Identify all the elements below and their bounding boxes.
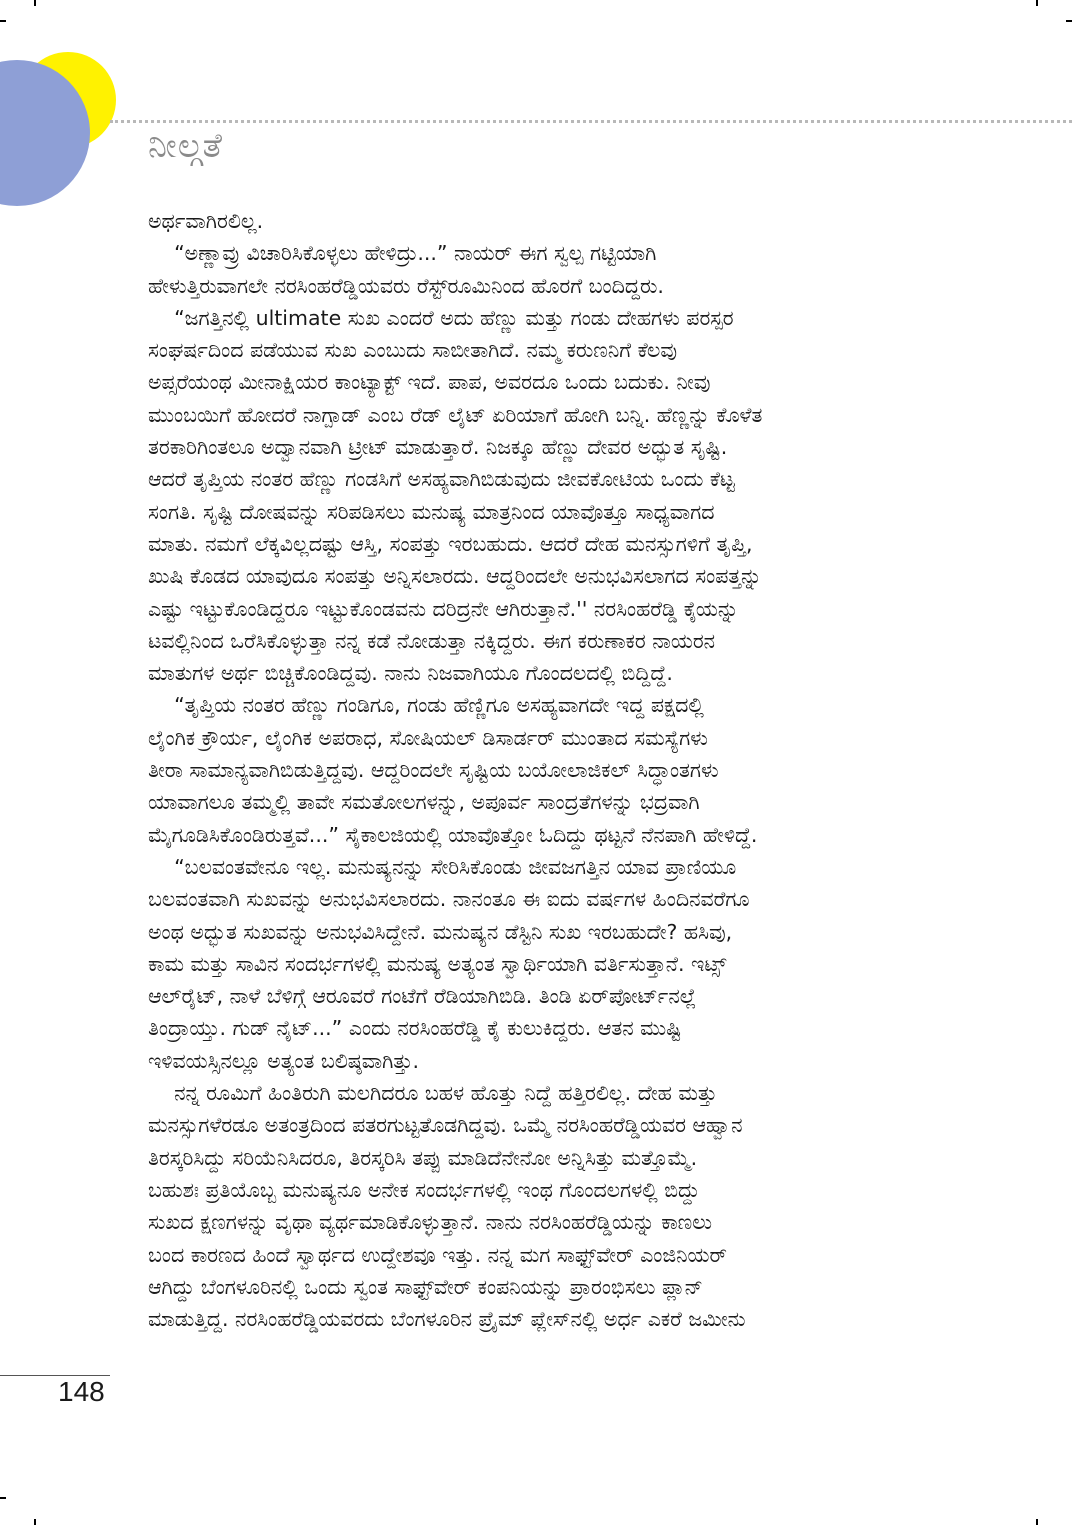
text-line: “ಅಣ್ಣಾವ್ರು ವಿಚಾರಿಸಿಕೊಳ್ಳಲು ಹೇಳಿದ್ರು...” ನಾಯರ್ ಈಗ ಸ್ವಲ್ಪ ಗಟ್ಟಿಯಾಗಿ — [148, 241, 657, 266]
body-text — [148, 205, 948, 1335]
text-line: ಮುಂಬಯಿಗೆ ಹೋದರೆ ನಾಗ್ಪಾಡ್ ಎಂಬ ರೆಡ್ ಲೈಟ್ ಏರಿಯಾಗೆ ಹೋಗಿ ಬನ್ನಿ. ಹೆಣ್ಣನ್ನು ಕೊಳೆತ — [148, 402, 763, 427]
crop-mark — [1066, 20, 1072, 22]
text-line: ಅಂಥ ಅದ್ಭುತ ಸುಖವನ್ನು ಅನುಭವಿಸಿದ್ದೇನೆ. ಮನುಷ್ಯನ ಡೆಸ್ಟಿನಿ ಸುಖ ಇರಬಹುದೇ? ಹಸಿವು, — [148, 919, 733, 944]
text-line: ಮನಸ್ಸುಗಳೆರಡೂ ಅತಂತ್ರದಿಂದ ಪತರಗುಟ್ಟತೊಡಗಿದ್ದವು. ಒಮ್ಮೆ ನರಸಿಂಹರೆಡ್ಡಿಯವರ ಆಹ್ವಾನ — [148, 1113, 743, 1138]
text-line: ಅಪ್ಸರೆಯಂಥ ಮೀನಾಕ್ಷಿಯರ ಕಾಂಟ್ಯಾಕ್ಟ್ ಇದೆ. ಪಾಪ, ಅವರದೂ ಒಂದು ಬದುಕು. ನೀವು — [148, 370, 711, 395]
text-line: ಖುಷಿ ಕೊಡದ ಯಾವುದೂ ಸಂಪತ್ತು ಅನ್ನಿಸಲಾರದು. ಆದ್ದರಿಂದಲೇ ಅನುಭವಿಸಲಾಗದ ಸಂಪತ್ತನ್ನು — [148, 564, 762, 589]
text-line: ಇಳಿವಯಸ್ಸಿನಲ್ಲೂ ಅತ್ಯಂತ ಬಲಿಷ್ಠವಾಗಿತ್ತು. — [148, 1048, 419, 1073]
text-line: “ಬಲವಂತವೇನೂ ಇಲ್ಲ. ಮನುಷ್ಯನನ್ನು ಸೇರಿಸಿಕೊಂಡು ಜೀವಜಗತ್ತಿನ ಯಾವ ಪ್ರಾಣಿಯೂ — [148, 854, 737, 879]
crop-mark — [1036, 1519, 1038, 1525]
text-line: ಎಷ್ಟು ಇಟ್ಟುಕೊಂಡಿದ್ದರೂ ಇಟ್ಟುಕೊಂಡವನು ದರಿದ್ರನೇ ಆಗಿರುತ್ತಾನೆ.'' ನರಸಿಂಹರೆಡ್ಡಿ ಕೈಯನ್ನು — [148, 596, 739, 621]
page-number: 148 — [58, 1376, 105, 1407]
text-line: ಆಗಿದ್ದು ಬೆಂಗಳೂರಿನಲ್ಲಿ ಒಂದು ಸ್ವಂತ ಸಾಫ್ಟ್‌ವೇರ್ ಕಂಪನಿಯನ್ನು ಪ್ರಾರಂಭಿಸಲು ಪ್ಲಾನ್ — [148, 1274, 703, 1299]
text-line: ಮೈಗೂಡಿಸಿಕೊಂಡಿರುತ್ತವೆ...” ಸೈಕಾಲಜಿಯಲ್ಲಿ ಯಾವೊತ್ತೋ ಓದಿದ್ದು ಥಟ್ಟನೆ ನೆನಪಾಗಿ ಹೇಳಿದ್ದೆ. — [148, 822, 758, 847]
crop-mark — [1036, 0, 1038, 6]
text-line: ಬಂದ ಕಾರಣದ ಹಿಂದೆ ಸ್ವಾರ್ಥದ ಉದ್ದೇಶವೂ ಇತ್ತು. ನನ್ನ ಮಗ ಸಾಫ್ಟ್‌ವೇರ್ ಎಂಜಿನಿಯರ್ — [148, 1242, 727, 1267]
text-line: ಸುಖದ ಕ್ಷಣಗಳನ್ನು ವೃಥಾ ವ್ಯರ್ಥಮಾಡಿಕೊಳ್ಳುತ್ತಾನೆ. ನಾನು ನರಸಿಂಹರೆಡ್ಡಿಯನ್ನು ಕಾಣಲು — [148, 1210, 713, 1235]
text-line: ಮಾಡುತ್ತಿದ್ದ. ನರಸಿಂಹರೆಡ್ಡಿಯವರದು ಬೆಂಗಳೂರಿನ ಪ್ರೈಮ್ ಪ್ಲೇಸ್‌ನಲ್ಲಿ ಅರ್ಧ ಎಕರೆ ಜಮೀನು — [148, 1307, 746, 1332]
text-line: ಯಾವಾಗಲೂ ತಮ್ಮಲ್ಲಿ ತಾವೇ ಸಮತೋಲಗಳನ್ನು, ಅಪೂರ್ವ ಸಾಂದ್ರತೆಗಳನ್ನು ಭದ್ರವಾಗಿ — [148, 790, 700, 815]
text-line: ತರಕಾರಿಗಿಂತಲೂ ಅದ್ವಾನವಾಗಿ ಟ್ರೀಟ್ ಮಾಡುತ್ತಾರೆ. ನಿಜಕ್ಕೂ ಹೆಣ್ಣು ದೇವರ ಅದ್ಭುತ ಸೃಷ್ಟಿ. — [148, 435, 728, 460]
crop-mark — [0, 1497, 6, 1499]
text-line: ಬಲವಂತವಾಗಿ ಸುಖವನ್ನು ಅನುಭವಿಸಲಾರದು. ನಾನಂತೂ ಈ ಐದು ವರ್ಷಗಳ ಹಿಂದಿನವರೆಗೂ — [148, 887, 750, 912]
dotted-header-rule — [110, 120, 1072, 123]
text-line: ಮಾತು. ನಮಗೆ ಲೆಕ್ಕವಿಲ್ಲದಷ್ಟು ಆಸ್ತಿ, ಸಂಪತ್ತು ಇರಬಹುದು. ಆದರೆ ದೇಹ ಮನಸ್ಸುಗಳಿಗೆ ತೃಪ್ತಿ, — [148, 531, 753, 556]
text-line: ಸಂಘರ್ಷದಿಂದ ಪಡೆಯುವ ಸುಖ ಎಂಬುದು ಸಾಬೀತಾಗಿದೆ. ನಮ್ಮ ಕರುಣನಿಗೆ ಕೆಲವು — [148, 338, 678, 363]
text-line: ಆಲ್‌ರೈಟ್, ನಾಳೆ ಬೆಳಿಗ್ಗೆ ಆರೂವರೆ ಗಂಟೆಗೆ ರೆಡಿಯಾಗಿಬಿಡಿ. ತಿಂಡಿ ಏರ್‌ಪೋರ್ಟ್‌ನಲ್ಲೆ — [148, 984, 697, 1009]
text-line: ಟವಲ್ಲಿನಿಂದ ಒರೆಸಿಕೊಳ್ಳುತ್ತಾ ನನ್ನ ಕಡೆ ನೋಡುತ್ತಾ ನಕ್ಕಿದ್ದರು. ಈಗ ಕರುಣಾಕರ ನಾಯರನ — [148, 628, 716, 653]
crop-mark — [34, 1519, 36, 1525]
text-line: “ತೃಪ್ತಿಯ ನಂತರ ಹೆಣ್ಣು ಗಂಡಿಗೂ, ಗಂಡು ಹೆಣ್ಣಿಗೂ ಅಸಹ್ಯವಾಗದೇ ಇದ್ದ ಪಕ್ಷದಲ್ಲಿ — [148, 693, 704, 718]
text-line: ಆದರೆ ತೃಪ್ತಿಯ ನಂತರ ಹೆಣ್ಣು ಗಂಡಸಿಗೆ ಅಸಹ್ಯವಾಗಿಬಿಡುವುದು ಜೀವಕೋಟಿಯ ಒಂದು ಕೆಟ್ಟ — [148, 467, 735, 492]
text-line: ತಿಂದ್ರಾಯ್ತು. ಗುಡ್ ನೈಟ್...” ಎಂದು ನರಸಿಂಹರೆಡ್ಡಿ ಕೈ ಕುಲುಕಿದ್ದರು. ಆತನ ಮುಷ್ಟಿ — [148, 1016, 682, 1041]
text-line: “ಜಗತ್ತಿನಲ್ಲಿ ultimate ಸುಖ ಎಂದರೆ ಅದು ಹೆಣ್ಣು ಮತ್ತು ಗಂಡು ದೇಹಗಳು ಪರಸ್ಪರ — [148, 305, 734, 330]
text-line: ಲೈಂಗಿಕ ಕ್ರೌರ್ಯ, ಲೈಂಗಿಕ ಅಪರಾಧ, ಸೋಷಿಯಲ್ ಡಿಸಾರ್ಡರ್ ಮುಂತಾದ ಸಮಸ್ಯೆಗಳು — [148, 725, 708, 750]
text-line: ಸಂಗತಿ. ಸೃಷ್ಟಿ ದೋಷವನ್ನು ಸರಿಪಡಿಸಲು ಮನುಷ್ಯ ಮಾತ್ರನಿಂದ ಯಾವೊತ್ತೂ ಸಾಧ್ಯವಾಗದ — [148, 499, 715, 524]
text-line: ಮಾತುಗಳ ಅರ್ಥ ಬಿಚ್ಚಿಕೊಂಡಿದ್ದವು. ನಾನು ನಿಜವಾಗಿಯೂ ಗೊಂದಲದಲ್ಲಿ ಬಿದ್ದಿದ್ದೆ. — [148, 661, 673, 686]
text-line: ಬಹುಶಃ ಪ್ರತಿಯೊಬ್ಬ ಮನುಷ್ಯನೂ ಅನೇಕ ಸಂದರ್ಭಗಳಲ್ಲಿ ಇಂಥ ಗೊಂದಲಗಳಲ್ಲಿ ಬಿದ್ದು — [148, 1177, 700, 1202]
text-line: ಅರ್ಥವಾಗಿರಲಿಲ್ಲ. — [148, 209, 264, 233]
crop-mark — [0, 20, 6, 22]
text-line: ನನ್ನ ರೂಮಿಗೆ ಹಿಂತಿರುಗಿ ಮಲಗಿದರೂ ಬಹಳ ಹೊತ್ತು ನಿದ್ದೆ ಹತ್ತಿರಲಿಲ್ಲ. ದೇಹ ಮತ್ತು — [148, 1081, 718, 1106]
crop-mark — [34, 0, 36, 6]
running-header-title: ನೀಲ್ಗತೆ — [148, 126, 224, 166]
text-line: ತೀರಾ ಸಾಮಾನ್ಯವಾಗಿಬಿಡುತ್ತಿದ್ದವು. ಆದ್ದರಿಂದಲೇ ಸೃಷ್ಟಿಯ ಬಯೋಲಾಜಿಕಲ್ ಸಿದ್ಧಾಂತಗಳು — [148, 758, 719, 783]
text-line: ತಿರಸ್ಕರಿಸಿದ್ದು ಸರಿಯೆನಿಸಿದರೂ, ತಿರಸ್ಕರಿಸಿ ತಪ್ಪು ಮಾಡಿದೆನೇನೋ ಅನ್ನಿಸಿತ್ತು ಮತ್ತೊಮ್ಮೆ. — [148, 1145, 698, 1170]
text-line: ಕಾಮ ಮತ್ತು ಸಾವಿನ ಸಂದರ್ಭಗಳಲ್ಲಿ ಮನುಷ್ಯ ಅತ್ಯಂತ ಸ್ವಾರ್ಥಿಯಾಗಿ ವರ್ತಿಸುತ್ತಾನೆ. ಇಟ್ಸ್ — [148, 951, 727, 976]
text-line: ಹೇಳುತ್ತಿರುವಾಗಲೇ ನರಸಿಂಹರೆಡ್ಡಿಯವರು ರೆಸ್ಟ್‌ರೂಮಿನಿಂದ ಹೊರಗೆ ಬಂದಿದ್ದರು. — [148, 273, 664, 298]
